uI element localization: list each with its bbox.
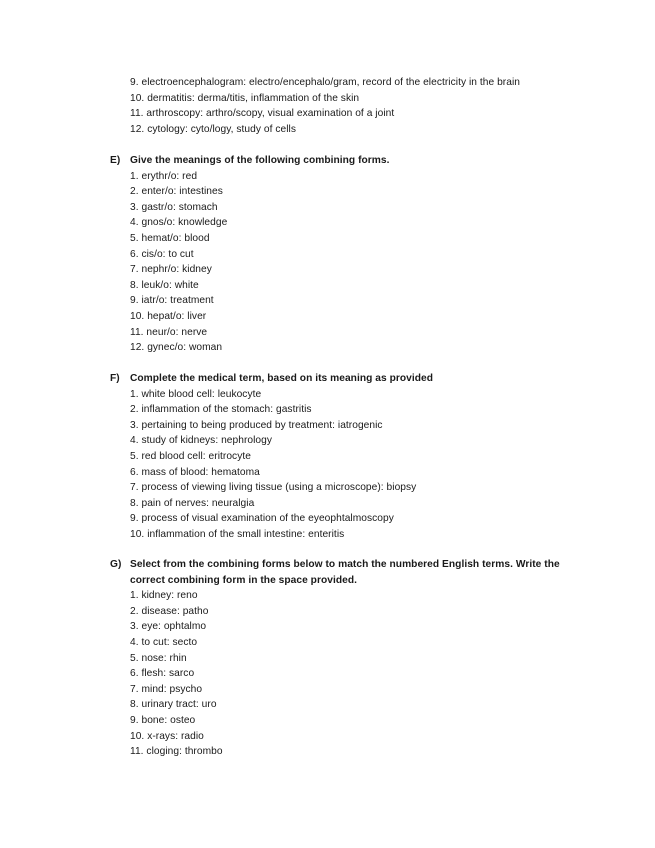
list-item: 2. inflammation of the stomach: gastritis <box>130 404 312 416</box>
section-letter: F) <box>110 373 120 384</box>
continued-list <box>130 75 520 137</box>
section-title-continued: correct combining form in the space provided. <box>130 574 357 586</box>
list-item: 5. hemat/o: blood <box>130 232 210 244</box>
section-title: Complete the medical term, based on its meaning as provided <box>130 373 433 384</box>
list-item: 6. cis/o: to cut <box>130 248 194 260</box>
section-letter: E) <box>110 155 121 166</box>
list-item: 4. to cut: secto <box>130 636 198 648</box>
list-item: 8. pain of nerves: neuralgia <box>130 497 255 509</box>
list-item: 3. pertaining to being produced by treatment: iatrogenic <box>130 419 383 431</box>
list-item: 7. nephr/o: kidney <box>130 264 212 276</box>
list-item: 7. mind: psycho <box>130 683 203 695</box>
list-item: 11. neur/o: nerve <box>130 326 208 338</box>
list-item: 6. mass of blood: hematoma <box>130 466 260 478</box>
section-title: Select from the combining forms below to match the numbered English terms. Write the <box>130 559 560 570</box>
list-item: 3. eye: ophtalmo <box>130 621 207 633</box>
list-item: 8. urinary tract: uro <box>130 699 217 711</box>
list-item: 5. nose: rhin <box>130 652 187 664</box>
list-item: 9. electroencephalogram: electro/encephalo/gram, record of the electricity in the brain <box>130 77 520 88</box>
list-item: 1. white blood cell: leukocyte <box>130 388 262 400</box>
list-item: 1. erythr/o: red <box>130 170 198 182</box>
list-item: 9. iatr/o: treatment <box>130 295 214 307</box>
section-letter: G) <box>110 559 122 570</box>
list-item: 11. cloging: thrombo <box>130 746 223 758</box>
list-item: 10. x-rays: radio <box>130 730 204 742</box>
list-item: 4. gnos/o: knowledge <box>130 217 228 229</box>
list-item: 5. red blood cell: eritrocyte <box>130 450 251 462</box>
list-item: 7. process of viewing living tissue (using a microscope): biopsy <box>130 482 417 494</box>
list-item: 12. gynec/o: woman <box>130 342 223 354</box>
list-item: 2. enter/o: intestines <box>130 186 223 198</box>
list-item: 2. disease: patho <box>130 605 209 617</box>
list-item: 10. hepat/o: liver <box>130 310 207 322</box>
list-item: 12. cytology: cyto/logy, study of cells <box>130 123 296 135</box>
section-f-list <box>130 387 416 543</box>
list-item: 4. study of kidneys: nephrology <box>130 435 272 447</box>
section-g-list <box>130 588 223 760</box>
list-item: 6. flesh: sarco <box>130 668 195 680</box>
list-item: 11. arthroscopy: arthro/scopy, visual examination of a joint <box>130 108 395 120</box>
list-item: 3. gastr/o: stomach <box>130 201 218 213</box>
list-item: 9. process of visual examination of the eyeophtalmoscopy <box>130 513 394 525</box>
list-item: 10. inflammation of the small intestine: enteritis <box>130 528 345 540</box>
section-e-list <box>130 169 227 356</box>
list-item: 8. leuk/o: white <box>130 279 199 291</box>
list-item: 10. dermatitis: derma/titis, inflammation of the skin <box>130 92 360 104</box>
list-item: 1. kidney: reno <box>130 590 198 602</box>
list-item: 9. bone: osteo <box>130 714 196 726</box>
section-title: Give the meanings of the following combining forms. <box>130 155 390 166</box>
